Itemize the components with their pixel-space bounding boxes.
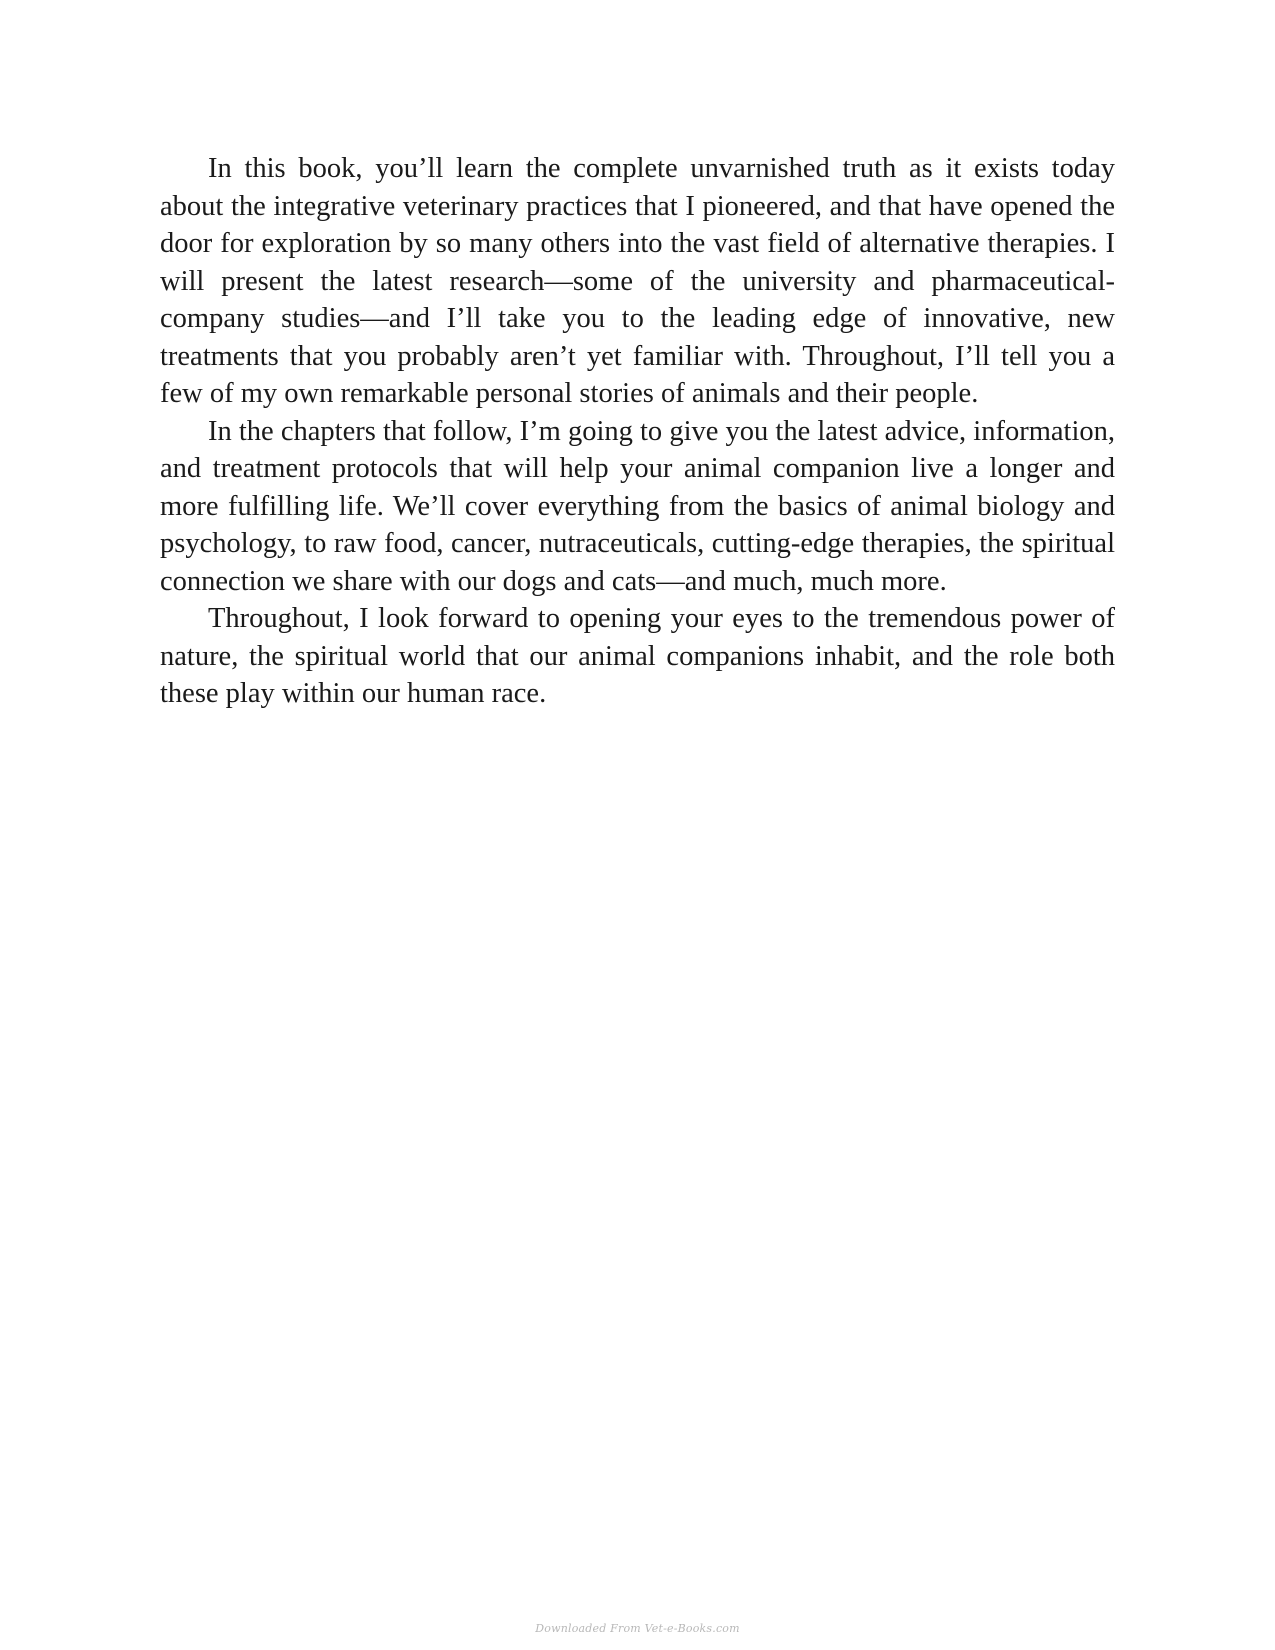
paragraph-1: In this book, you’ll learn the complete unvarnished truth as it exists today about the integrative veterinary practices that I pioneered, and that have opened the door for exploration by so many others into the vast field of alternative therapies. I will present the latest research—some of the university and pharmaceutical-company studies—and I’ll take you to the leading edge of innovative, new treatments that you probably aren’t yet familiar with. Throughout, I’ll tell you a few of my own remarkable personal stories of animals and their people.	[160, 153, 1115, 409]
page-body	[160, 150, 1115, 713]
footer-watermark: Downloaded From Vet-e-Books.com	[535, 1622, 740, 1635]
paragraph-3: Throughout, I look forward to opening your eyes to the tremendous power of nature, the spiritual world that our animal companions inhabit, and the role both these play within our human race.	[160, 603, 1115, 709]
paragraph-2: In the chapters that follow, I’m going to give you the latest advice, information, and treatment protocols that will help your animal companion live a longer and more fulfilling life. We’ll cover everything from the basics of animal biology and psychology, to raw food, cancer, nutraceuticals, cutting-edge therapies, the spiritual connection we share with our dogs and cats—and much, much more.	[160, 415, 1115, 597]
